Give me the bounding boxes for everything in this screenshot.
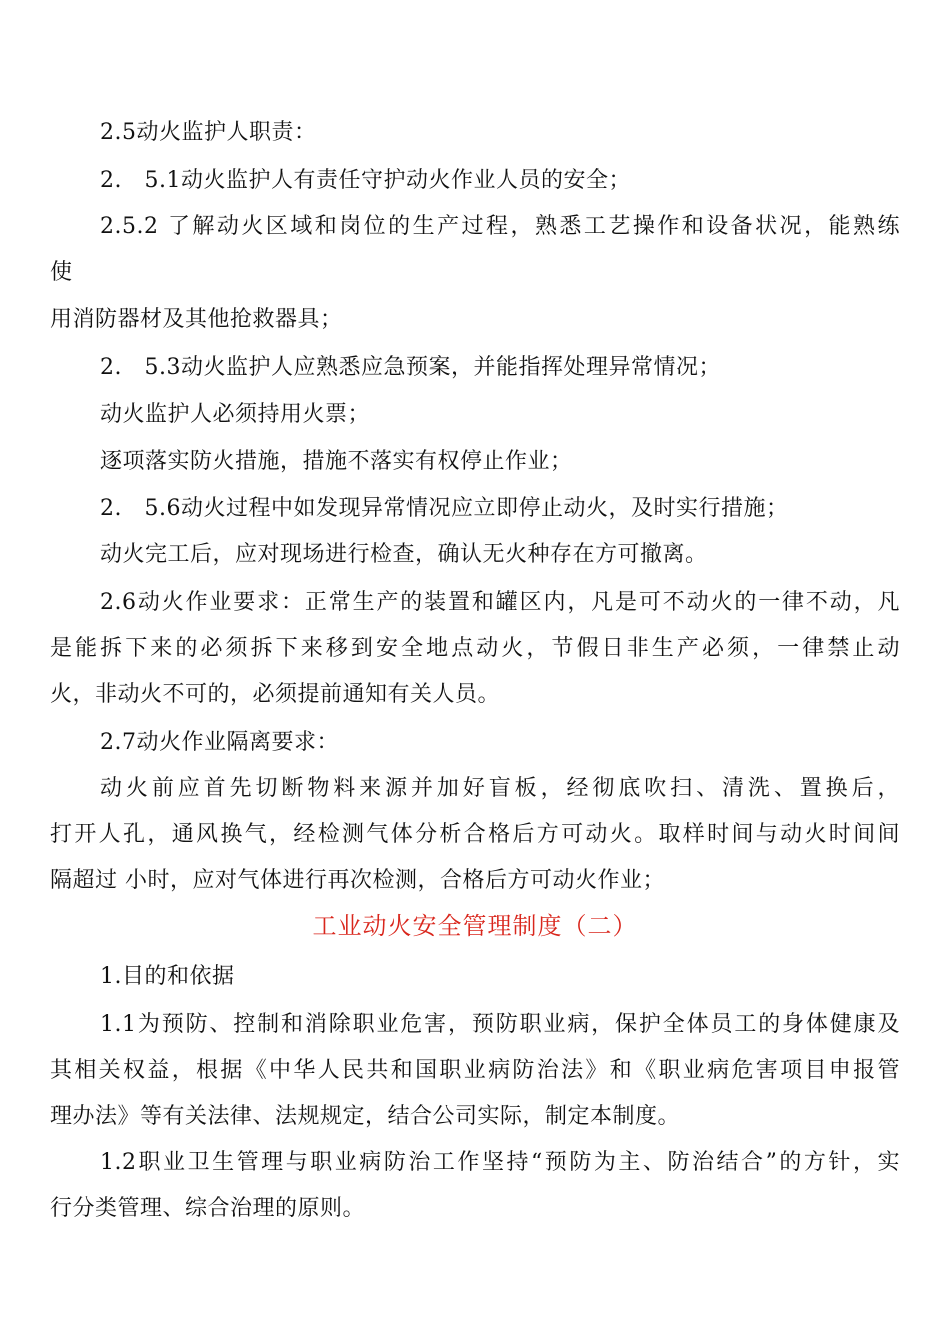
paragraph-line: 1.1为预防、控制和消除职业危害，预防职业病，保护全体员工的身体健康及	[100, 1012, 900, 1037]
paragraph-line: 行分类管理、综合治理的原则。	[50, 1196, 366, 1221]
paragraph-line: 是能拆下来的必须拆下来移到安全地点动火，节假日非生产必须，一律禁止动	[50, 636, 900, 661]
paragraph-line: 其相关权益，根据《中华人民共和国职业病防治法》和《职业病危害项目申报管	[50, 1058, 900, 1083]
paragraph-line: 打开人孔，通风换气，经检测气体分析合格后方可动火。取样时间与动火时间间	[50, 822, 900, 847]
paragraph-line: 1.2职业卫生管理与职业病防治工作坚持“预防为主、防治结合”的方针，实	[100, 1150, 900, 1175]
paragraph-line: 2. 5.1动火监护人有责任守护动火作业人员的安全；	[100, 168, 631, 193]
section-title: 工业动火安全管理制度（二）	[312, 912, 638, 940]
paragraph-line: 隔超过 小时，应对气体进行再次检测，合格后方可动火作业；	[50, 868, 665, 893]
paragraph-line: 1.目的和依据	[100, 964, 235, 989]
paragraph-line: 2.5动火监护人职责：	[100, 120, 317, 145]
paragraph-line: 火，非动火不可的，必须提前通知有关人员。	[50, 682, 501, 707]
paragraph-line: 理办法》等有关法律、法规规定，结合公司实际，制定本制度。	[50, 1104, 681, 1129]
paragraph-line: 2. 5.6动火过程中如发现异常情况应立即停止动火，及时实行措施；	[100, 496, 789, 521]
paragraph-line: 2. 5.3动火监护人应熟悉应急预案，并能指挥处理异常情况；	[100, 355, 721, 380]
paragraph-line: 动火前应首先切断物料来源并加好盲板，经彻底吹扫、清洗、置换后，	[100, 776, 900, 801]
paragraph-line: 使	[50, 260, 73, 285]
paragraph-line: 逐项落实防火措施，措施不落实有权停止作业；	[100, 449, 573, 474]
paragraph-line: 用消防器材及其他抢救器具；	[50, 307, 343, 332]
paragraph-line: 2.6动火作业要求：正常生产的装置和罐区内，凡是可不动火的一律不动，凡	[100, 590, 900, 615]
paragraph-line: 动火完工后，应对现场进行检查，确认无火种存在方可撤离。	[100, 542, 708, 567]
paragraph-line: 2.7动火作业隔离要求：	[100, 730, 339, 755]
paragraph-line: 2.5.2 了解动火区域和岗位的生产过程，熟悉工艺操作和设备状况，能熟练	[100, 214, 900, 239]
paragraph-line: 动火监护人必须持用火票；	[100, 402, 371, 427]
